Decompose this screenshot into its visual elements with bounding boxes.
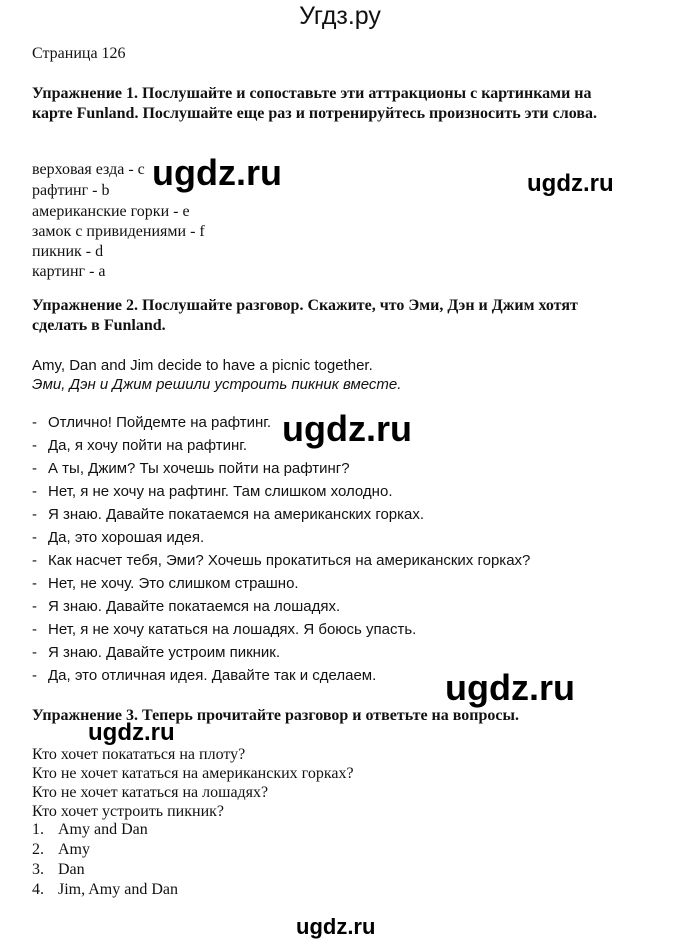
dialogue-dash: -	[32, 598, 37, 615]
dialogue-line: Да, это хорошая идея.	[48, 529, 205, 546]
dialogue-line: Я знаю. Давайте покатаемся на лошадях.	[48, 598, 341, 615]
dialogue-dash: -	[32, 575, 37, 592]
answer-item: 4. Jim, Amy and Dan	[32, 881, 178, 898]
answers-list	[32, 820, 178, 900]
dialogue-line: Я знаю. Давайте устроим пикник.	[48, 644, 281, 661]
dialogue-dash: -	[32, 644, 37, 661]
list-item: пикник - d	[32, 243, 104, 260]
watermark: ugdz.ru	[445, 667, 575, 708]
english-sentence: Amy, Dan and Jim decide to have a picnic together.	[32, 357, 373, 374]
dialogue-dash: -	[32, 529, 37, 546]
dialogue-line: Нет, я не хочу на рафтинг. Там слишком холодно.	[48, 483, 393, 500]
watermark: ugdz.ru	[88, 719, 175, 746]
watermark: ugdz.ru	[152, 152, 282, 193]
question: Кто хочет покататься на плоту?	[32, 746, 246, 763]
question: Кто не хочет кататься на американских горках?	[32, 765, 354, 782]
watermark: ugdz.ru	[527, 170, 614, 197]
question: Кто не хочет кататься на лошадях?	[32, 784, 269, 801]
dialogue-line: А ты, Джим? Ты хочешь пойти на рафтинг?	[48, 460, 350, 477]
exercise-1-title: Упражнение 1. Послушайте и сопоставьте эти аттракционы с картинками на карте Funland. Послушайте еще раз и потренируйтесь произносить эти слова.	[32, 85, 597, 122]
dialogue-line: Отлично! Пойдемте на рафтинг.	[48, 414, 272, 431]
exercise-2-title: Упражнение 2. Послушайте разговор. Скажите, что Эми, Дэн и Джим хотят сделать в Funland.	[32, 297, 578, 334]
dialogue-dash: -	[32, 483, 37, 500]
exercise-3-title: Упражнение 3. Теперь прочитайте разговор и ответьте на вопросы.	[32, 707, 519, 724]
page-number: Страница 126	[32, 45, 126, 62]
dialogue-line: Нет, не хочу. Это слишком страшно.	[48, 575, 299, 592]
dialogue-dash: -	[32, 621, 37, 638]
dialogue-dash: -	[32, 667, 37, 684]
dialogue-dash: -	[32, 437, 37, 454]
answer-item: 1. Amy and Dan	[32, 821, 148, 838]
watermark: ugdz.ru	[282, 408, 412, 449]
dialogue-dash: -	[32, 552, 37, 569]
dialogue-dash: -	[32, 460, 37, 477]
list-item: верховая езда - c	[32, 161, 145, 178]
answer-item: 3. Dan	[32, 861, 85, 878]
dialogue-line: Да, я хочу пойти на рафтинг.	[48, 437, 248, 454]
translation-sentence: Эми, Дэн и Джим решили устроить пикник вместе.	[32, 376, 402, 393]
dialogue-line: Нет, я не хочу кататься на лошадях. Я боюсь упасть.	[48, 621, 417, 638]
answer-item: 2. Amy	[32, 841, 90, 858]
list-item: рафтинг - b	[32, 182, 110, 199]
dialogue-dash: -	[32, 414, 37, 431]
dialogue-line: Я знаю. Давайте покатаемся на американских горках.	[48, 506, 425, 523]
dialogue-line: Как насчет тебя, Эми? Хочешь прокатиться на американских горках?	[48, 552, 531, 569]
list-item: замок с привидениями - f	[32, 223, 205, 240]
list-item: картинг - a	[32, 263, 106, 280]
dialogue-dash: -	[32, 506, 37, 523]
question: Кто хочет устроить пикник?	[32, 803, 224, 820]
dialogue-line: Да, это отличная идея. Давайте так и сделаем.	[48, 667, 377, 684]
list-item: американские горки - e	[32, 203, 190, 220]
watermark: ugdz.ru	[296, 914, 376, 939]
site-title: Угдз.ру	[299, 2, 381, 30]
